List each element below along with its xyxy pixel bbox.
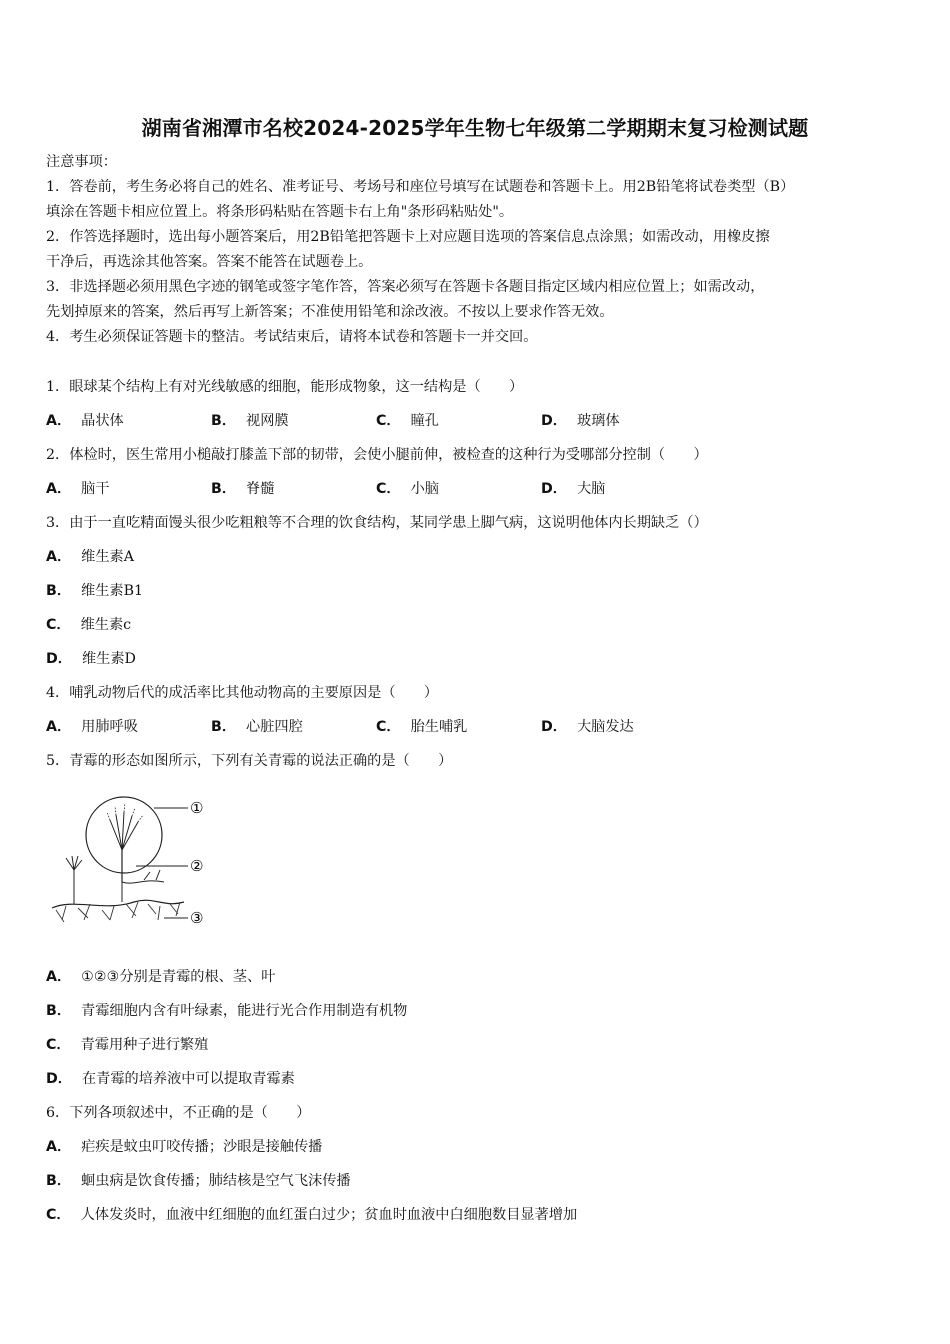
small-conidiophore <box>66 856 82 890</box>
option-letter: A． <box>46 969 72 985</box>
option[interactable] <box>46 648 136 668</box>
option-letter: D． <box>541 719 567 735</box>
option-text: 脑干 <box>81 481 110 497</box>
option-letter: B． <box>211 719 237 735</box>
option[interactable] <box>211 478 274 498</box>
option-text: 晶状体 <box>81 413 124 429</box>
option-letter: A． <box>46 719 72 735</box>
option-letter: D． <box>46 651 72 667</box>
option-letter: C． <box>46 1037 71 1053</box>
notice-item: 3．非选择题必须用黑色字迹的钢笔或签字笔作答，答案必须写在答题卡各题目指定区域内相应位置上；如需改动， <box>46 279 765 295</box>
notice-heading: 注意事项： <box>46 154 117 170</box>
sporangium-branches <box>110 812 138 850</box>
option-text: 心脏四腔 <box>246 719 303 735</box>
option[interactable] <box>376 716 467 736</box>
option-letter: C． <box>376 481 401 497</box>
option-text: 维生素c <box>80 617 132 633</box>
notice-item: 先划掉原来的答案，然后再写上新答案；不准使用铅笔和涂改液。不按以上要求作答无效。 <box>46 304 614 320</box>
option[interactable] <box>46 410 124 430</box>
option-text: ①②③分别是青霉的根、茎、叶 <box>81 969 276 985</box>
option-letter: A． <box>46 549 72 565</box>
option[interactable] <box>376 478 439 498</box>
option-text: 瞳孔 <box>410 413 439 429</box>
option[interactable] <box>46 1204 577 1224</box>
substrate-line <box>52 900 184 908</box>
notice-item: 干净后，再选涂其他答案。答案不能答在试题卷上。 <box>46 254 373 270</box>
question-stem: 6．下列各项叙述中，不正确的是（ ） <box>46 1105 311 1121</box>
option-letter: C． <box>46 1207 71 1223</box>
option-text: 脊髓 <box>246 481 275 497</box>
option[interactable] <box>46 546 134 566</box>
aerial-hyphae <box>122 870 164 883</box>
option-text: 视网膜 <box>246 413 289 429</box>
question-stem: 3．由于一直吃精面馒头很少吃粗粮等不合理的饮食结构，某同学患上脚气病，这说明他体内长期缺乏（） <box>46 515 708 531</box>
option-letter: C． <box>46 617 71 633</box>
question-stem: 2．体检时，医生常用小槌敲打膝盖下部的韧带，会使小腿前伸，被检查的这种行为受哪部分控制（ ） <box>46 447 708 463</box>
option[interactable] <box>46 478 110 498</box>
option-letter: B． <box>211 481 237 497</box>
option-text: 维生素B1 <box>81 583 144 599</box>
option-text: 在青霉的培养液中可以提取青霉素 <box>81 1071 295 1087</box>
option-text: 维生素A <box>81 549 134 565</box>
option[interactable] <box>46 580 143 600</box>
question-stem: 5．青霉的形态如图所示，下列有关青霉的说法正确的是（ ） <box>46 753 453 769</box>
figure-label-1: ① <box>190 799 204 817</box>
notice-item: 1．答卷前，考生务必将自己的姓名、准考证号、考场号和座位号填写在试题卷和答题卡上。用2B铅笔将试卷类型（B） <box>46 179 795 195</box>
option-text: 蛔虫病是饮食传播；肺结核是空气飞沫传播 <box>81 1173 351 1189</box>
option-text: 胎生哺乳 <box>410 719 468 735</box>
option-letter: A． <box>46 413 72 429</box>
option-letter: A． <box>46 1139 72 1155</box>
option[interactable] <box>46 716 138 736</box>
option-letter: D． <box>541 413 567 429</box>
option-letter: D． <box>541 481 567 497</box>
option[interactable] <box>46 1000 407 1020</box>
option[interactable] <box>211 716 303 736</box>
figure-label-3: ③ <box>190 909 204 927</box>
option[interactable] <box>211 410 289 430</box>
option-text: 疟疾是蚊虫叮咬传播；沙眼是接触传播 <box>81 1139 323 1155</box>
option-letter: B． <box>46 1173 72 1189</box>
option-text: 大脑 <box>576 481 606 497</box>
option-letter: A． <box>46 481 72 497</box>
option-text: 人体发炎时，血液中红细胞的血红蛋白过少；贫血时血液中白细胞数目显著增加 <box>80 1207 578 1223</box>
option-letter: C． <box>376 413 401 429</box>
page-title: 湖南省湘潭市名校2024-2025学年生物七年级第二学期期末复习检测试题 <box>141 116 809 140</box>
option-text: 玻璃体 <box>576 413 620 429</box>
figure-label-2: ② <box>190 857 204 875</box>
option-letter: B． <box>46 583 72 599</box>
option[interactable] <box>46 966 275 986</box>
option-text: 小脑 <box>410 481 439 497</box>
option-text: 青霉用种子进行繁殖 <box>80 1037 209 1053</box>
notice-section <box>46 150 912 350</box>
option-text: 青霉细胞内含有叶绿素，能进行光合作用制造有机物 <box>81 1003 408 1019</box>
option[interactable] <box>46 1136 322 1156</box>
option[interactable] <box>46 1068 295 1088</box>
spore-chains <box>107 803 143 822</box>
option-letter: C． <box>376 719 401 735</box>
notice-item: 4．考生必须保证答题卡的整洁。考试结束后，请将本试卷和答题卡一并交回。 <box>46 329 538 345</box>
option[interactable] <box>46 614 131 634</box>
notice-item: 2．作答选择题时，选出每小题答案后，用2B铅笔把答题卡上对应题目选项的答案信息点涂黑；如需改动，用橡皮擦 <box>46 229 770 245</box>
option[interactable] <box>46 1034 208 1054</box>
penicillium-figure <box>44 790 214 940</box>
option[interactable] <box>541 716 634 736</box>
option-text: 用肺呼吸 <box>81 719 138 735</box>
notice-item: 填涂在答题卡相应位置上。将条形码粘贴在答题卡右上角"条形码粘贴处"。 <box>46 204 514 220</box>
option[interactable] <box>541 410 620 430</box>
option-text: 维生素D <box>81 651 136 667</box>
option[interactable] <box>46 1170 351 1190</box>
question-stem: 4．哺乳动物后代的成活率比其他动物高的主要原因是（ ） <box>46 685 439 701</box>
option-letter: B． <box>46 1003 72 1019</box>
question-stem: 1．眼球某个结构上有对光线敏感的细胞，能形成物象，这一结构是（ ） <box>46 379 524 395</box>
option[interactable] <box>376 410 439 430</box>
option-letter: D． <box>46 1071 72 1087</box>
hypha-connect <box>74 882 122 904</box>
option[interactable] <box>541 478 605 498</box>
option-text: 大脑发达 <box>576 719 634 735</box>
option-letter: B． <box>211 413 237 429</box>
